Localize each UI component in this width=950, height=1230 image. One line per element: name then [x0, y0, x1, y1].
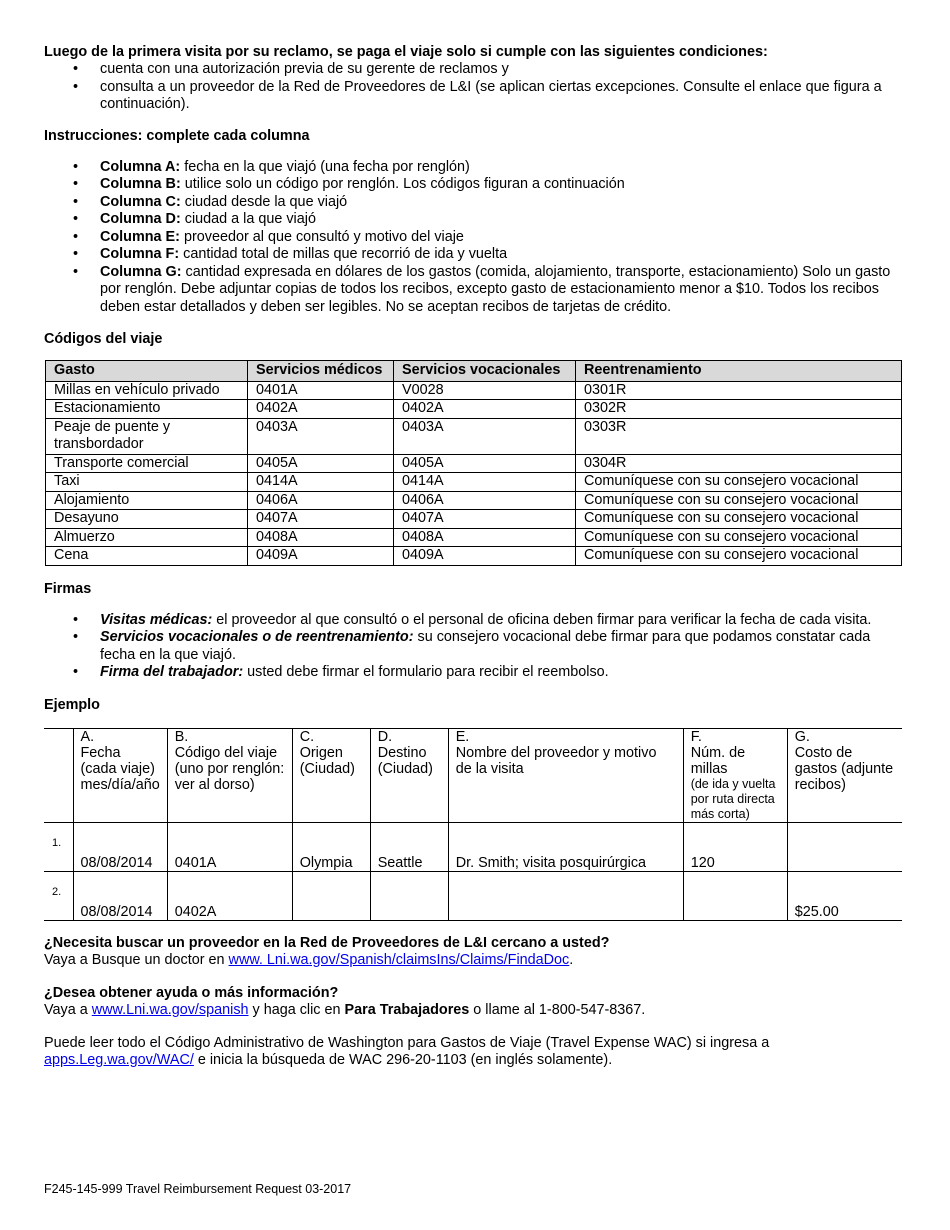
table-cell: 0408A: [248, 528, 394, 547]
table-cell: Comuníquese con su consejero vocacional: [576, 491, 902, 510]
table-row: [46, 473, 902, 492]
col-a-header: A. Fecha (cada viaje) mes/día/año: [73, 728, 167, 822]
table-cell: 2.: [44, 871, 73, 920]
col-d-header: D. Destino (Ciudad): [370, 728, 448, 822]
col-g-header: G. Costo de gastos (adjunte recibos): [787, 728, 902, 822]
col-b-header: B. Código del viaje (uno por renglón: ver al dorso): [167, 728, 292, 822]
table-cell: Alojamiento: [46, 491, 248, 510]
table-cell: 0403A: [248, 418, 394, 454]
help-text: Vaya a www.Lni.wa.gov/spanish y haga clic en Para Trabajadores o llame al 1-800-547-8367.: [44, 1001, 646, 1018]
table-cell: 0407A: [394, 510, 576, 529]
table-row: [46, 400, 902, 419]
table-cell: 08/08/2014: [73, 871, 167, 920]
table-cell: 0405A: [394, 454, 576, 473]
example-heading: Ejemplo: [44, 696, 100, 713]
table-cell: 0409A: [394, 547, 576, 566]
table-cell: 0402A: [394, 400, 576, 419]
table-cell: Dr. Smith; visita posquirúrgica: [448, 822, 683, 871]
table-row: [46, 418, 902, 454]
codes-heading: Códigos del viaje: [44, 331, 163, 347]
list-item: • cuenta con una autorización previa de su gerente de reclamos y: [44, 61, 902, 79]
find-provider-text: Vaya a Busque un doctor en www. Lni.wa.gov/Spanish/claimsIns/Claims/FindaDoc.: [44, 951, 574, 968]
example-header-row: [44, 728, 902, 822]
lni-spanish-link[interactable]: www.Lni.wa.gov/spanish: [91, 1001, 249, 1018]
table-cell: Estacionamiento: [46, 400, 248, 419]
document-page: [44, 44, 902, 1069]
list-item: • Columna C: ciudad desde la que viajó: [44, 194, 902, 212]
instructions-list: [44, 159, 902, 317]
form-footer: F245-145-999 Travel Reimbursement Request 03-2017: [44, 1182, 352, 1196]
table-cell: 0406A: [394, 491, 576, 510]
help-heading: ¿Desea obtener ayuda o más información?: [44, 984, 339, 1001]
col-f-header: F. Núm. de millas (de ida y vuelta por ruta directa más corta): [683, 728, 787, 822]
header-medical: Servicios médicos: [248, 361, 394, 382]
table-cell: Comuníquese con su consejero vocacional: [576, 528, 902, 547]
table-row: [46, 454, 902, 473]
table-cell: 08/08/2014: [73, 822, 167, 871]
table-cell: $25.00: [787, 871, 902, 920]
header-vocational: Servicios vocacionales: [394, 361, 576, 382]
table-cell: 0414A: [394, 473, 576, 492]
conditions-heading: Luego de la primera visita por su reclamo, se paga el viaje solo si cumple con las siguientes condiciones:: [44, 44, 768, 60]
wac-text: Puede leer todo el Código Administrativo de Washington para Gastos de Viaje (Travel Expense WAC) si ingresa a apps.Leg.wa.gov/WAC/ e inicia la búsqueda de WAC 296-20-1103 (en inglés solamente).: [44, 1034, 770, 1068]
find-provider-heading: ¿Necesita buscar un proveedor en la Red de Proveedores de L&I cercano a usted?: [44, 934, 610, 951]
table-cell: 120: [683, 822, 787, 871]
table-cell: 0401A: [248, 381, 394, 400]
header-gasto: Gasto: [46, 361, 248, 382]
signatures-list: [44, 612, 902, 682]
table-cell: 0402A: [248, 400, 394, 419]
list-item: • Firma del trabajador: usted debe firmar el formulario para recibir el reembolso.: [44, 664, 902, 682]
table-cell: Desayuno: [46, 510, 248, 529]
list-item: • Columna D: ciudad a la que viajó: [44, 211, 902, 229]
table-cell: Peaje de puente y transbordador: [46, 418, 248, 454]
table-cell: Millas en vehículo privado: [46, 381, 248, 400]
table-cell: 0303R: [576, 418, 902, 454]
list-item: • Columna A: fecha en la que viajó (una fecha por renglón): [44, 159, 902, 177]
table-row: [46, 510, 902, 529]
instructions-heading: Instrucciones: complete cada columna: [44, 127, 310, 144]
table-row: [46, 491, 902, 510]
table-row: [44, 822, 902, 871]
table-cell: 0409A: [248, 547, 394, 566]
table-cell: Seattle: [370, 822, 448, 871]
travel-codes-table: [45, 360, 902, 566]
table-cell: [44, 728, 73, 822]
table-cell: 1.: [44, 822, 73, 871]
table-cell: [292, 871, 370, 920]
table-cell: 0304R: [576, 454, 902, 473]
table-cell: V0028: [394, 381, 576, 400]
table-cell: Comuníquese con su consejero vocacional: [576, 547, 902, 566]
list-item: • Servicios vocacionales o de reentrenamiento: su consejero vocacional debe firmar para que podamos constatar cada fecha en la que viajó.: [44, 629, 902, 664]
list-item: • Visitas médicas: el proveedor al que consultó o el personal de oficina deben firmar para verificar la fecha de cada visita.: [44, 612, 902, 630]
table-cell: [683, 871, 787, 920]
table-cell: 0405A: [248, 454, 394, 473]
list-item: • Columna B: utilice solo un código por renglón. Los códigos figuran a continuación: [44, 176, 902, 194]
signatures-heading: Firmas: [44, 580, 92, 597]
col-e-header: E. Nombre del proveedor y motivo de la visita: [448, 728, 683, 822]
table-cell: Comuníquese con su consejero vocacional: [576, 510, 902, 529]
table-cell: 0403A: [394, 418, 576, 454]
find-doc-link[interactable]: www. Lni.wa.gov/Spanish/claimsIns/Claims/FindaDoc: [228, 951, 570, 968]
table-cell: [448, 871, 683, 920]
table-cell: Transporte comercial: [46, 454, 248, 473]
table-cell: 0301R: [576, 381, 902, 400]
table-cell: 0406A: [248, 491, 394, 510]
table-cell: [787, 822, 902, 871]
table-cell: Cena: [46, 547, 248, 566]
table-cell: 0414A: [248, 473, 394, 492]
table-row: [46, 528, 902, 547]
list-item: • consulta a un proveedor de la Red de Proveedores de L&I (se aplican ciertas excepciones. Consulte el enlace que figura a continuación).: [44, 79, 902, 114]
header-retraining: Reentrenamiento: [576, 361, 902, 382]
table-cell: Olympia: [292, 822, 370, 871]
table-cell: [370, 871, 448, 920]
table-header-row: [46, 361, 902, 382]
col-c-header: C. Origen (Ciudad): [292, 728, 370, 822]
wac-link[interactable]: apps.Leg.wa.gov/WAC/: [44, 1051, 194, 1068]
table-cell: Taxi: [46, 473, 248, 492]
table-cell: 0407A: [248, 510, 394, 529]
table-cell: 0302R: [576, 400, 902, 419]
table-cell: 0402A: [167, 871, 292, 920]
table-row: [44, 871, 902, 920]
table-cell: Comuníquese con su consejero vocacional: [576, 473, 902, 492]
example-table: [44, 728, 902, 921]
table-row: [46, 381, 902, 400]
list-item: • Columna F: cantidad total de millas que recorrió de ida y vuelta: [44, 246, 902, 264]
table-cell: 0401A: [167, 822, 292, 871]
table-cell: 0408A: [394, 528, 576, 547]
list-item: • Columna E: proveedor al que consultó y motivo del viaje: [44, 229, 902, 247]
list-item: • Columna G: cantidad expresada en dólares de los gastos (comida, alojamiento, transporte, estacionamiento) Solo un gasto por renglón. Debe adjuntar copias de todos los recibos, excepto gasto de estacionamiento menor a $10. Todos los recibos deben estar detallados y deben ser legibles. No se aceptan recibos de tarjetas de crédito.: [44, 264, 902, 317]
table-row: [46, 547, 902, 566]
table-cell: Almuerzo: [46, 528, 248, 547]
conditions-list: [44, 61, 902, 114]
